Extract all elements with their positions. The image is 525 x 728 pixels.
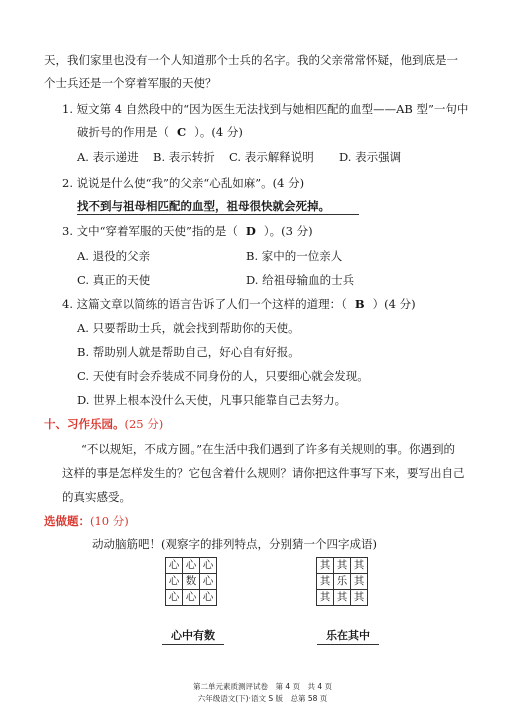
grid-cell: 其 bbox=[317, 574, 334, 590]
option-b: B. 家中的一位亲人 bbox=[246, 249, 343, 263]
section-10-title: 十、习作乐园。 bbox=[44, 417, 125, 431]
question-4-answer: B bbox=[354, 297, 365, 311]
passage-line: 天，我们家里也没有一个人知道那个士兵的名字。我的父亲常常怀疑，他到底是一 bbox=[44, 53, 458, 67]
section-10-heading bbox=[44, 416, 163, 432]
puzzle-grid-1 bbox=[165, 557, 217, 606]
question-1-text: 1. 短文第 4 自然段中的“因为医生无法找到与她相匹配的血型——AB 型”一句中 bbox=[62, 102, 469, 116]
optional-title: 选做题： bbox=[44, 514, 90, 528]
optional-prompt: 动动脑筋吧！(观察字的排列特点，分别猜一个四字成语) bbox=[92, 537, 377, 551]
option-c: C. 表示解释说明 bbox=[229, 150, 314, 164]
option-a: A. 只要帮助士兵，就会找到帮助你的天使。 bbox=[77, 321, 300, 335]
option-a: A. 退役的父亲 bbox=[77, 249, 151, 263]
question-3-pre: 3. 文中“穿着军服的天使”指的是（ bbox=[62, 224, 238, 238]
grid-cell: 其 bbox=[334, 558, 351, 574]
grid-cell: 心 bbox=[183, 558, 200, 574]
question-4-text bbox=[62, 296, 416, 312]
grid-cell: 心 bbox=[200, 590, 217, 606]
puzzle-answer-2: 乐在其中 bbox=[317, 628, 379, 645]
option-b: B. 表示转折 bbox=[153, 150, 215, 164]
question-1-pre: 破折号的作用是（ bbox=[77, 125, 169, 139]
grid-cell: 心 bbox=[200, 558, 217, 574]
option-d: D. 给祖母输血的士兵 bbox=[246, 273, 355, 287]
grid-cell: 数 bbox=[183, 574, 200, 590]
option-d: D. 世界上根本没什么天使，凡事只能靠自己去努力。 bbox=[77, 393, 347, 407]
grid-cell: 其 bbox=[351, 558, 368, 574]
section-10-prompt: “不以规矩，不成方圆。”在生活中我们遇到了许多有关规则的事。你遇到的 bbox=[81, 442, 456, 456]
grid-cell: 心 bbox=[166, 590, 183, 606]
footer-line: 六年级语文(下)·语文 S 版 总第 58 页 bbox=[197, 694, 328, 703]
question-1-blank-line bbox=[77, 124, 243, 140]
grid-cell: 其 bbox=[334, 590, 351, 606]
question-3-text bbox=[62, 223, 313, 239]
question-1-post: ）。(4 分) bbox=[194, 125, 243, 139]
grid-cell: 心 bbox=[166, 574, 183, 590]
grid-cell: 心 bbox=[183, 590, 200, 606]
puzzle-grid-2 bbox=[316, 557, 368, 606]
grid-cell: 其 bbox=[317, 590, 334, 606]
puzzle-answer-1: 心中有数 bbox=[162, 628, 224, 645]
question-3-post: ）。(3 分) bbox=[263, 224, 313, 238]
grid-cell: 其 bbox=[317, 558, 334, 574]
section-10-score: (25 分) bbox=[124, 417, 164, 431]
grid-cell: 心 bbox=[166, 558, 183, 574]
optional-heading bbox=[44, 513, 129, 529]
option-b: B. 帮助别人就是帮助自己，好心自有好报。 bbox=[77, 345, 300, 359]
question-4-post: ）(4 分) bbox=[372, 297, 416, 311]
section-10-prompt: 这样的事是怎样发生的？它包含着什么规则？请你把这件事写下来，要写出自己 bbox=[62, 466, 465, 480]
question-2-answer: 找不到与祖母相匹配的血型，祖母很快就会死掉。 bbox=[77, 198, 359, 215]
question-1-options bbox=[77, 149, 497, 165]
question-2-text: 2. 说说是什么使“我”的父亲“心乱如麻”。(4 分) bbox=[62, 176, 305, 190]
question-4-pre: 4. 这篇文章以简练的语言告诉了人们一个这样的道理：（ bbox=[62, 297, 347, 311]
grid-cell: 其 bbox=[351, 590, 368, 606]
grid-cell: 其 bbox=[351, 574, 368, 590]
grid-cell: 心 bbox=[200, 574, 217, 590]
question-3-answer: D bbox=[245, 224, 256, 238]
passage-line: 个士兵还是一个穿着军服的天使？ bbox=[44, 76, 217, 90]
option-d: D. 表示强调 bbox=[339, 150, 402, 164]
grid-cell: 乐 bbox=[334, 574, 351, 590]
footer-line: 第二单元素质测评试卷 第 4 页 共 4 页 bbox=[192, 682, 333, 691]
option-a: A. 表示递进 bbox=[77, 150, 139, 164]
question-1-answer: C bbox=[177, 125, 187, 139]
section-10-prompt: 的真实感受。 bbox=[62, 490, 131, 504]
option-c: C. 天使有时会乔装成不同身份的人，只要细心就会发现。 bbox=[77, 369, 369, 383]
option-c: C. 真正的天使 bbox=[77, 273, 151, 287]
optional-score: (10 分) bbox=[90, 514, 129, 528]
